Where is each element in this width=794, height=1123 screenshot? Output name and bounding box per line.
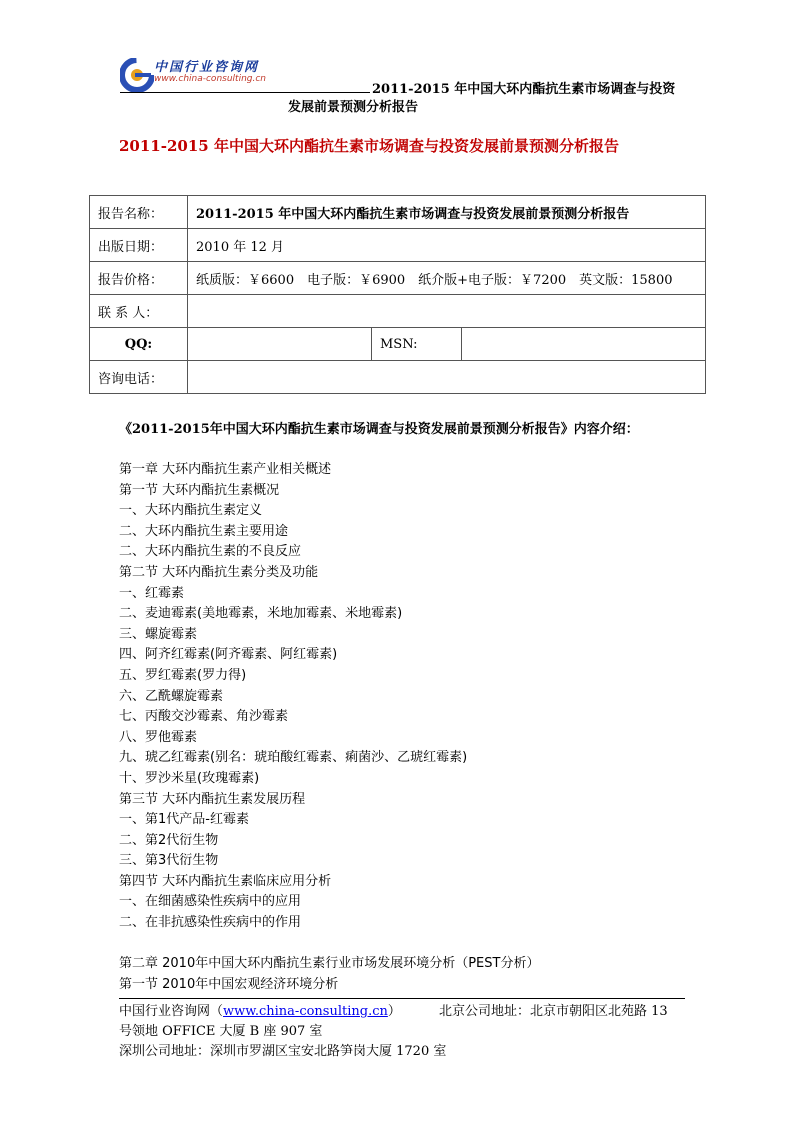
header-title-line2: 发展前景预测分析报告 xyxy=(288,100,419,115)
toc-item: 一、大环内酯抗生素定义 xyxy=(119,503,263,519)
toc-item: 八、罗他霉素 xyxy=(119,729,198,745)
contact-label: 联 系 人： xyxy=(90,295,188,328)
header-rule xyxy=(120,92,370,93)
toc-item: 一、第1代产品-红霉素 xyxy=(119,812,249,828)
toc-item: 十、罗沙米星(玫瑰霉素) xyxy=(119,770,260,786)
toc-item: 二、大环内酯抗生素的不良反应 xyxy=(119,544,302,560)
toc-item: 第一节 大环内酯抗生素概况 xyxy=(119,482,280,498)
intro-heading: 《2011-2015年中国大环内酯抗生素市场调查与投资发展前景预测分析报告》内容介绍： xyxy=(119,422,639,437)
price-label: 报告价格： xyxy=(90,262,188,295)
publish-date-label: 出版日期： xyxy=(90,229,188,262)
toc-item: 二、第2代衍生物 xyxy=(119,832,219,848)
logo-text: 中国行业咨询网 xyxy=(154,60,260,75)
report-name-label: 报告名称： xyxy=(90,196,188,229)
toc-item: 三、螺旋霉素 xyxy=(119,626,198,642)
table-row xyxy=(90,262,706,295)
table-row xyxy=(90,229,706,262)
contact-value xyxy=(188,295,706,328)
toc-item: 第三节 大环内酯抗生素发展历程 xyxy=(119,791,306,807)
report-name-value: 2011-2015 年中国大环内酯抗生素市场调查与投资发展前景预测分析报告 xyxy=(188,196,706,229)
footer-beijing-address-cont: 号领地 OFFICE 大厦 B 座 907 室 xyxy=(119,1024,323,1039)
toc-item: 第一节 2010年中国宏观经济环境分析 xyxy=(119,976,339,992)
logo-url: www.china-consulting.cn xyxy=(154,74,266,84)
toc-item: 五、罗红霉素(罗力得) xyxy=(119,667,247,683)
toc-item: 二、在非抗感染性疾病中的作用 xyxy=(119,915,302,931)
header-title-line1: 2011-2015 年中国大环内酯抗生素市场调查与投资 xyxy=(372,82,676,97)
table-row xyxy=(90,328,706,361)
msn-label: MSN: xyxy=(372,328,462,361)
qq-value xyxy=(188,328,372,361)
toc-item: 一、红霉素 xyxy=(119,585,185,601)
footer-site-prefix: 中国行业咨询网（ xyxy=(119,1004,224,1019)
toc-item: 三、第3代衍生物 xyxy=(119,853,219,869)
table-row xyxy=(90,361,706,394)
report-info-table xyxy=(89,195,706,394)
toc-item: 二、大环内酯抗生素主要用途 xyxy=(119,523,289,539)
toc-item: 九、琥乙红霉素(别名：琥珀酸红霉素、痢菌沙、乙琥红霉素) xyxy=(119,750,468,766)
toc-item: 第二章 2010年中国大环内酯抗生素行业市场发展环境分析（PEST分析） xyxy=(119,956,540,972)
table-row xyxy=(90,295,706,328)
toc-item: 七、丙酸交沙霉素、角沙霉素 xyxy=(119,709,289,725)
msn-value xyxy=(462,328,706,361)
publish-date-value: 2010 年 12 月 xyxy=(188,229,706,262)
toc-item: 二、麦迪霉素(美地霉素，米地加霉素、米地霉素) xyxy=(119,606,403,622)
page-title: 2011-2015 年中国大环内酯抗生素市场调查与投资发展前景预测分析报告 xyxy=(119,137,619,155)
footer-site-link[interactable]: www.china-consulting.cn xyxy=(223,1004,388,1019)
toc-item: 六、乙酰螺旋霉素 xyxy=(119,688,224,704)
toc-item: 第二节 大环内酯抗生素分类及功能 xyxy=(119,564,319,580)
toc-spacer xyxy=(119,934,539,955)
toc-item: 四、阿齐红霉素(阿齐霉素、阿红霉素) xyxy=(119,647,338,663)
company-logo xyxy=(120,52,290,92)
toc-item: 第一章 大环内酯抗生素产业相关概述 xyxy=(119,462,332,477)
footer-rule xyxy=(119,998,685,999)
qq-label: QQ: xyxy=(90,328,188,361)
phone-label: 咨询电话： xyxy=(90,361,188,394)
price-value: 纸质版：￥6600 电子版：￥6900 纸介版+电子版：￥7200 英文版：15800 xyxy=(188,262,706,295)
footer xyxy=(119,1002,689,1062)
toc-item: 第四节 大环内酯抗生素临床应用分析 xyxy=(119,873,332,889)
phone-value xyxy=(188,361,706,394)
logo-globe-icon xyxy=(120,58,154,92)
toc-item: 一、在细菌感染性疾病中的应用 xyxy=(119,894,302,910)
footer-beijing-address: 北京公司地址：北京市朝阳区北苑路 13 xyxy=(439,1004,668,1019)
footer-shenzhen-address: 深圳公司地址：深圳市罗湖区宝安北路笋岗大厦 1720 室 xyxy=(119,1044,447,1059)
footer-site-suffix: ） xyxy=(387,1004,401,1019)
table-row xyxy=(90,196,706,229)
table-of-contents xyxy=(119,460,539,995)
